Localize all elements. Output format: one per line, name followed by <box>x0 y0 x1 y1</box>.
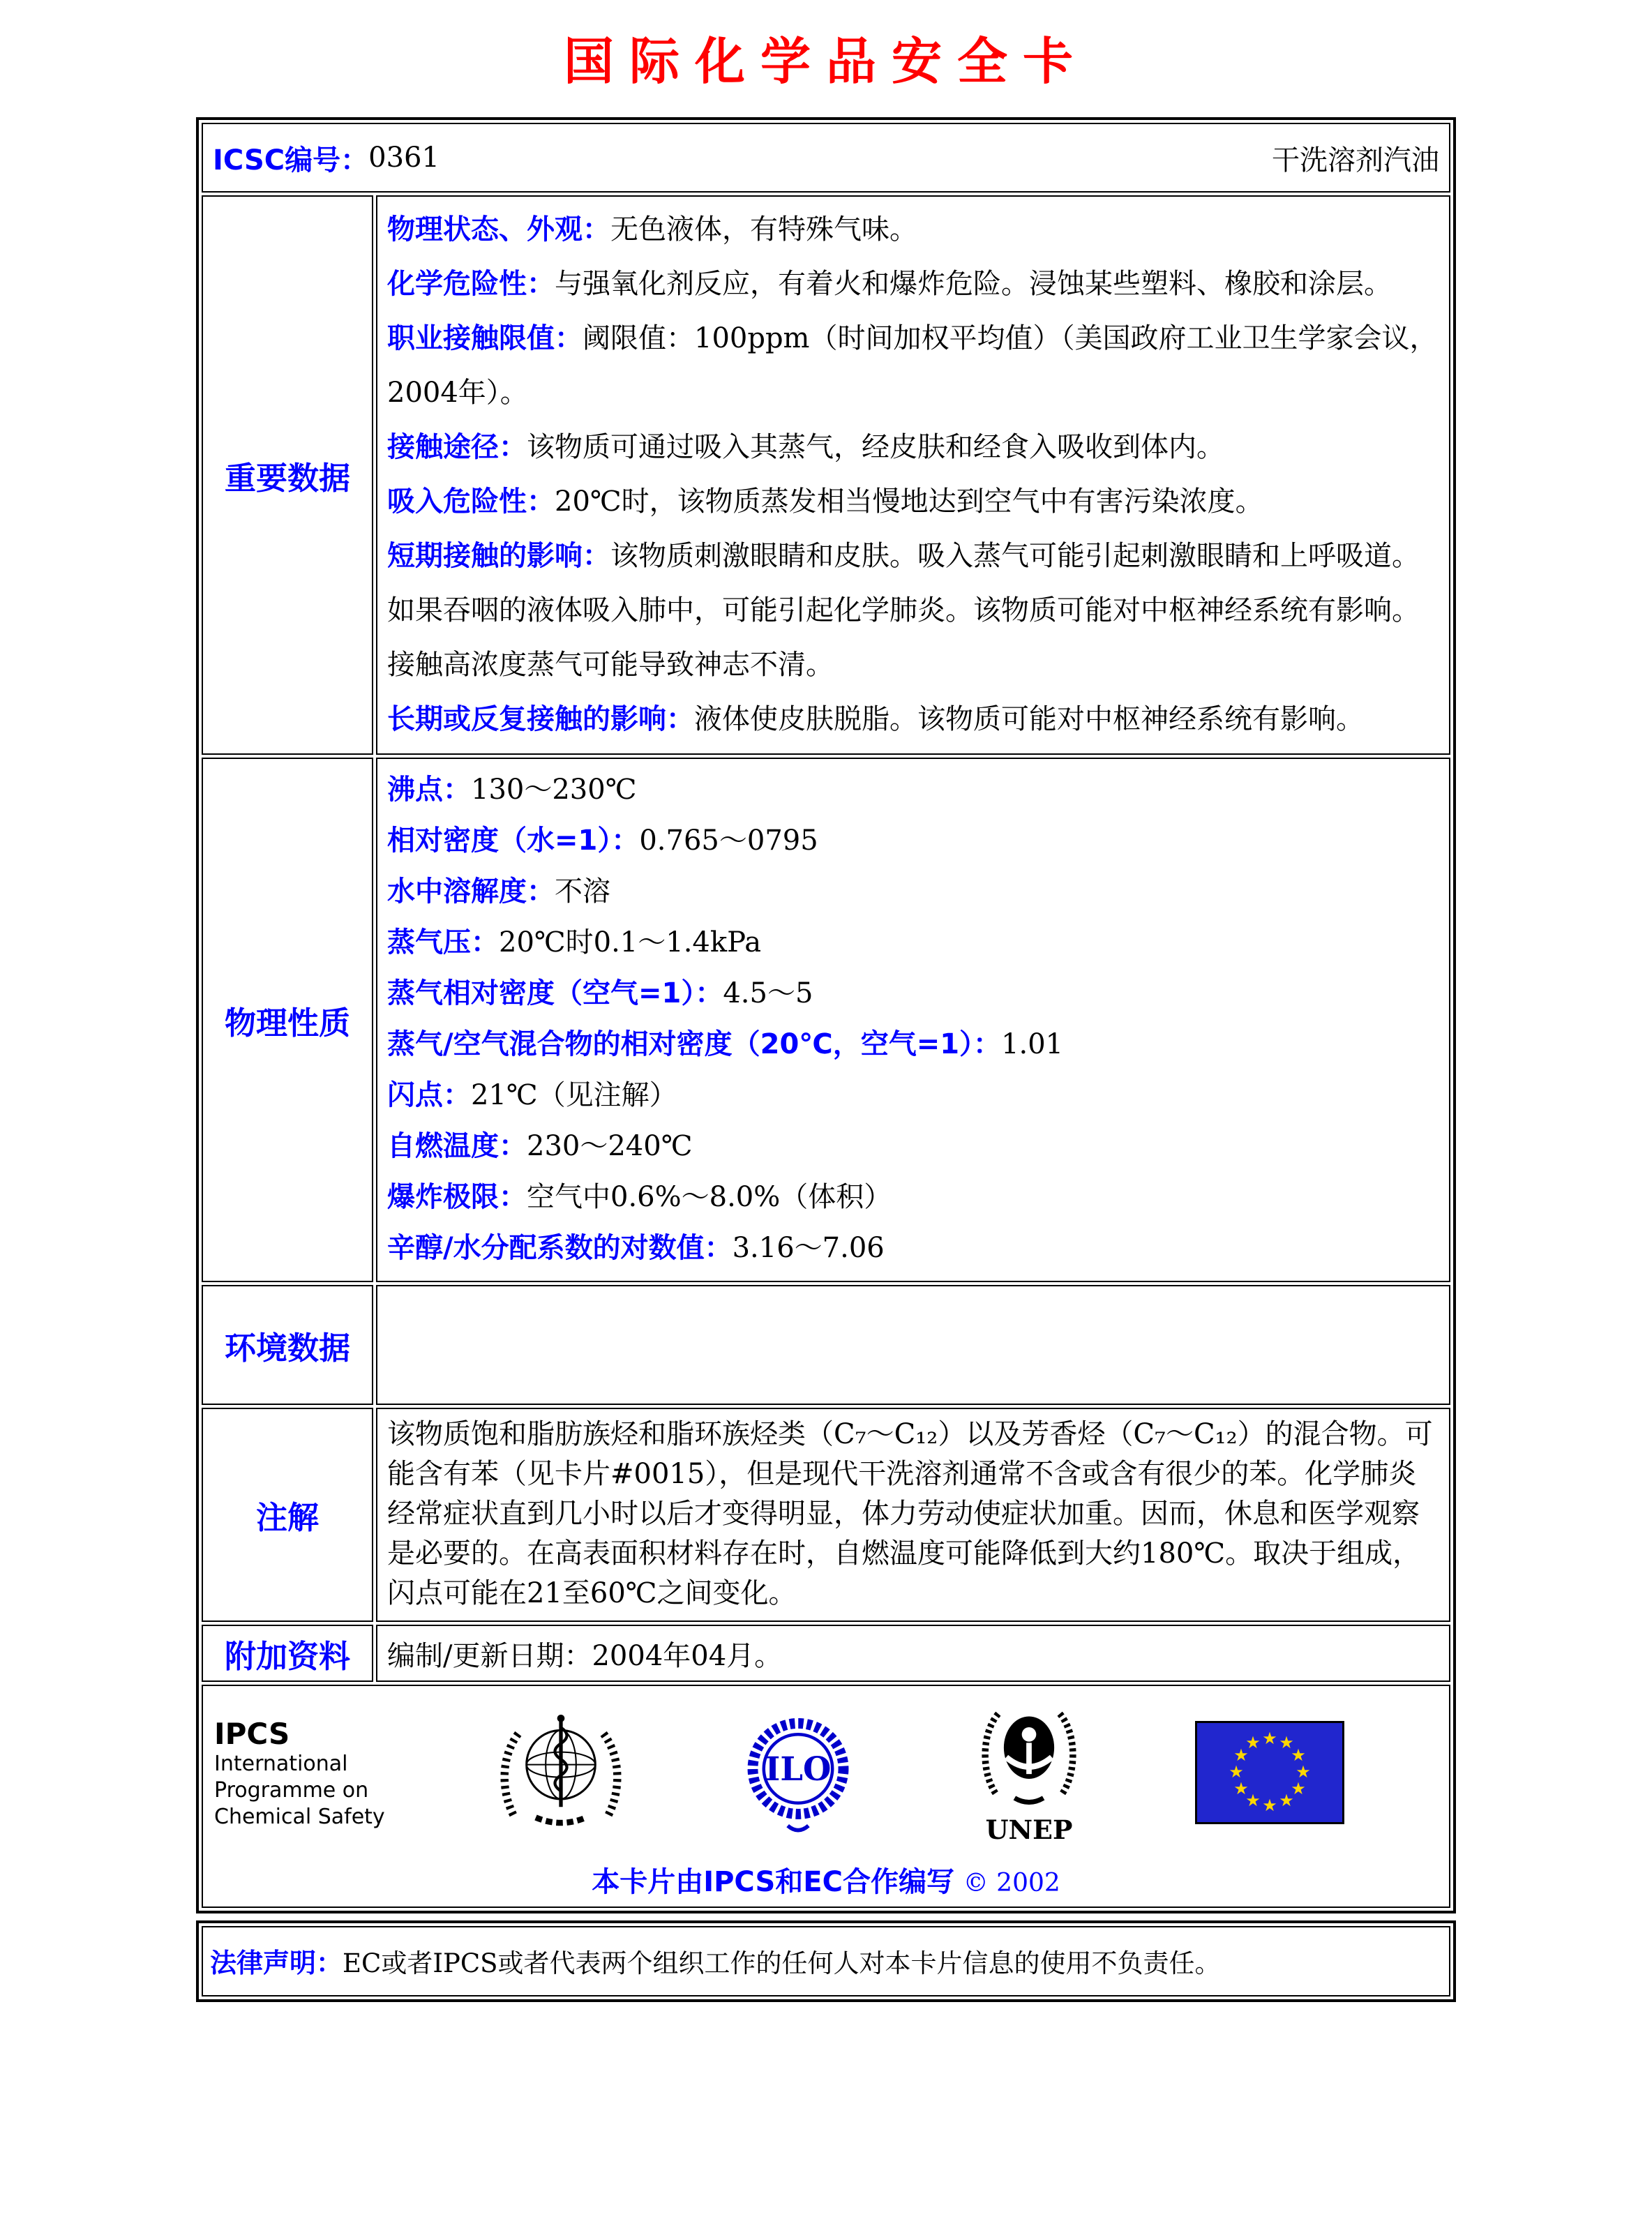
who-logo-icon <box>495 1709 627 1839</box>
important-item: 接触途径：该物质可通过吸入其蒸气，经皮肤和经食入吸收到体内。 <box>387 431 1224 463</box>
section-label-environmental-data: 环境数据 <box>202 1285 373 1405</box>
important-item: 化学危险性：与强氧化剂反应，有着火和爆炸危险。浸蚀某些塑料、橡胶和涂层。 <box>387 268 1392 300</box>
physical-property: 爆炸极限：空气中0.6%～8.0%（体积） <box>387 1181 892 1213</box>
notes-content <box>376 1408 1450 1622</box>
physical-property: 相对密度（水=1）：0.765～0795 <box>387 825 818 857</box>
copyright-year: © 2002 <box>963 1869 1060 1897</box>
page-title: 国际化学品安全卡 <box>563 31 1088 91</box>
svg-text:★: ★ <box>1291 1745 1306 1765</box>
copyright-text: 本卡片由IPCS和EC合作编写 <box>592 1866 954 1898</box>
physical-properties-content <box>376 758 1450 1282</box>
legal-notice-label: 法律声明： <box>210 1948 343 1978</box>
svg-text:★: ★ <box>1262 1795 1277 1815</box>
physical-property: 蒸气相对密度（空气=1）：4.5～5 <box>387 977 813 1009</box>
table-row-legal <box>202 1926 1450 1996</box>
icsc-main-table <box>196 117 1456 1913</box>
svg-text:★: ★ <box>1233 1745 1249 1765</box>
section-label-additional-info: 附加资料 <box>202 1625 373 1682</box>
physical-property: 水中溶解度：不溶 <box>387 875 610 908</box>
legal-notice-text: EC或者IPCS或者代表两个组织工作的任何人对本卡片信息的使用不负责任。 <box>343 1948 1221 1978</box>
additional-info-content: 编制/更新日期：2004年04月。 <box>376 1625 1450 1682</box>
icsc-number-label: ICSC编号： <box>213 144 369 176</box>
substance-name: 干洗溶剂汽油 <box>1272 144 1439 176</box>
section-label-notes: 注解 <box>202 1408 373 1622</box>
table-row-logos <box>202 1685 1450 1908</box>
table-row-environmental-data <box>202 1285 1450 1405</box>
important-data-content <box>376 195 1450 755</box>
important-item: 短期接触的影响：该物质刺激眼睛和皮肤。吸入蒸气可能引起刺激眼睛和上呼吸道。如果吞咽的液体吸入肺中，可能引起化学肺炎。该物质可能对中枢神经系统有影响。接触高浓度蒸气可能导致神志不清。 <box>387 540 1420 681</box>
physical-property: 蒸气压：20℃时0.1～1.4kPa <box>387 926 762 958</box>
svg-text:★: ★ <box>1245 1732 1261 1752</box>
section-label-important-data: 重要数据 <box>202 195 373 755</box>
important-item: 物理状态、外观：无色液体，有特殊气味。 <box>387 213 917 246</box>
notes-text: 该物质饱和脂肪族烃和脂环族烃类（C₇～C₁₂）以及芳香烃（C₇～C₁₂）的混合物。可能含有苯（见卡片#0015），但是现代干洗溶剂通常不含或含有很少的苯。化学肺炎经常症状直到几小时以后才变得明显，体力劳动使症状加重。因而，休息和医学观察是必要的。在高表面积材料存在时，自燃温度可能降低到大约180℃。取决于组成，闪点可能在21至60℃之间变化。 <box>387 1418 1433 1609</box>
svg-text:ILO: ILO <box>765 1749 832 1788</box>
physical-property: 蒸气/空气混合物的相对密度（20℃，空气=1）：1.01 <box>387 1028 1064 1060</box>
physical-property: 沸点：130～230℃ <box>387 774 637 806</box>
important-item: 职业接触限值：阈限值：100ppm（时间加权平均值）（美国政府工业卫生学家会议，2004年）。 <box>387 322 1438 409</box>
eu-flag-icon <box>1195 1721 1344 1827</box>
table-row-header <box>202 123 1450 193</box>
svg-text:★: ★ <box>1245 1790 1261 1810</box>
ipcs-text-block: IPCS International Programme on Chemical Safety <box>214 1717 389 1830</box>
svg-text:★: ★ <box>1279 1790 1294 1810</box>
svg-text:★: ★ <box>1233 1778 1249 1798</box>
logos-cell <box>202 1685 1450 1908</box>
environmental-data-content <box>376 1285 1450 1405</box>
physical-property: 自燃温度：230～240℃ <box>387 1130 693 1162</box>
svg-text:★: ★ <box>1296 1761 1311 1782</box>
important-item: 吸入危险性：20℃时，该物质蒸发相当慢地达到空气中有害污染浓度。 <box>387 486 1263 518</box>
copyright-line <box>203 1860 1449 1900</box>
table-row-physical-properties <box>202 758 1450 1282</box>
ipcs-acronym: IPCS <box>214 1716 290 1751</box>
ilo-logo-icon <box>733 1709 863 1839</box>
unep-logo-icon <box>969 1697 1089 1850</box>
important-item: 长期或反复接触的影响：液体使皮肤脱脂。该物质可能对中枢神经系统有影响。 <box>387 703 1364 735</box>
legal-notice-table <box>196 1920 1456 2002</box>
svg-text:★: ★ <box>1291 1778 1306 1798</box>
icsc-number-value: 0361 <box>368 142 440 174</box>
svg-text:★: ★ <box>1279 1732 1294 1752</box>
svg-text:★: ★ <box>1262 1728 1277 1748</box>
table-row-important-data <box>202 195 1450 755</box>
table-row-additional-info <box>202 1625 1450 1682</box>
physical-property: 闪点：21℃（见注解） <box>387 1079 677 1111</box>
table-row-notes <box>202 1408 1450 1622</box>
svg-text:★: ★ <box>1229 1761 1244 1782</box>
section-label-physical-properties: 物理性质 <box>202 758 373 1282</box>
physical-property: 辛醇/水分配系数的对数值：3.16～7.06 <box>387 1232 885 1264</box>
svg-text:UNEP: UNEP <box>985 1813 1073 1845</box>
